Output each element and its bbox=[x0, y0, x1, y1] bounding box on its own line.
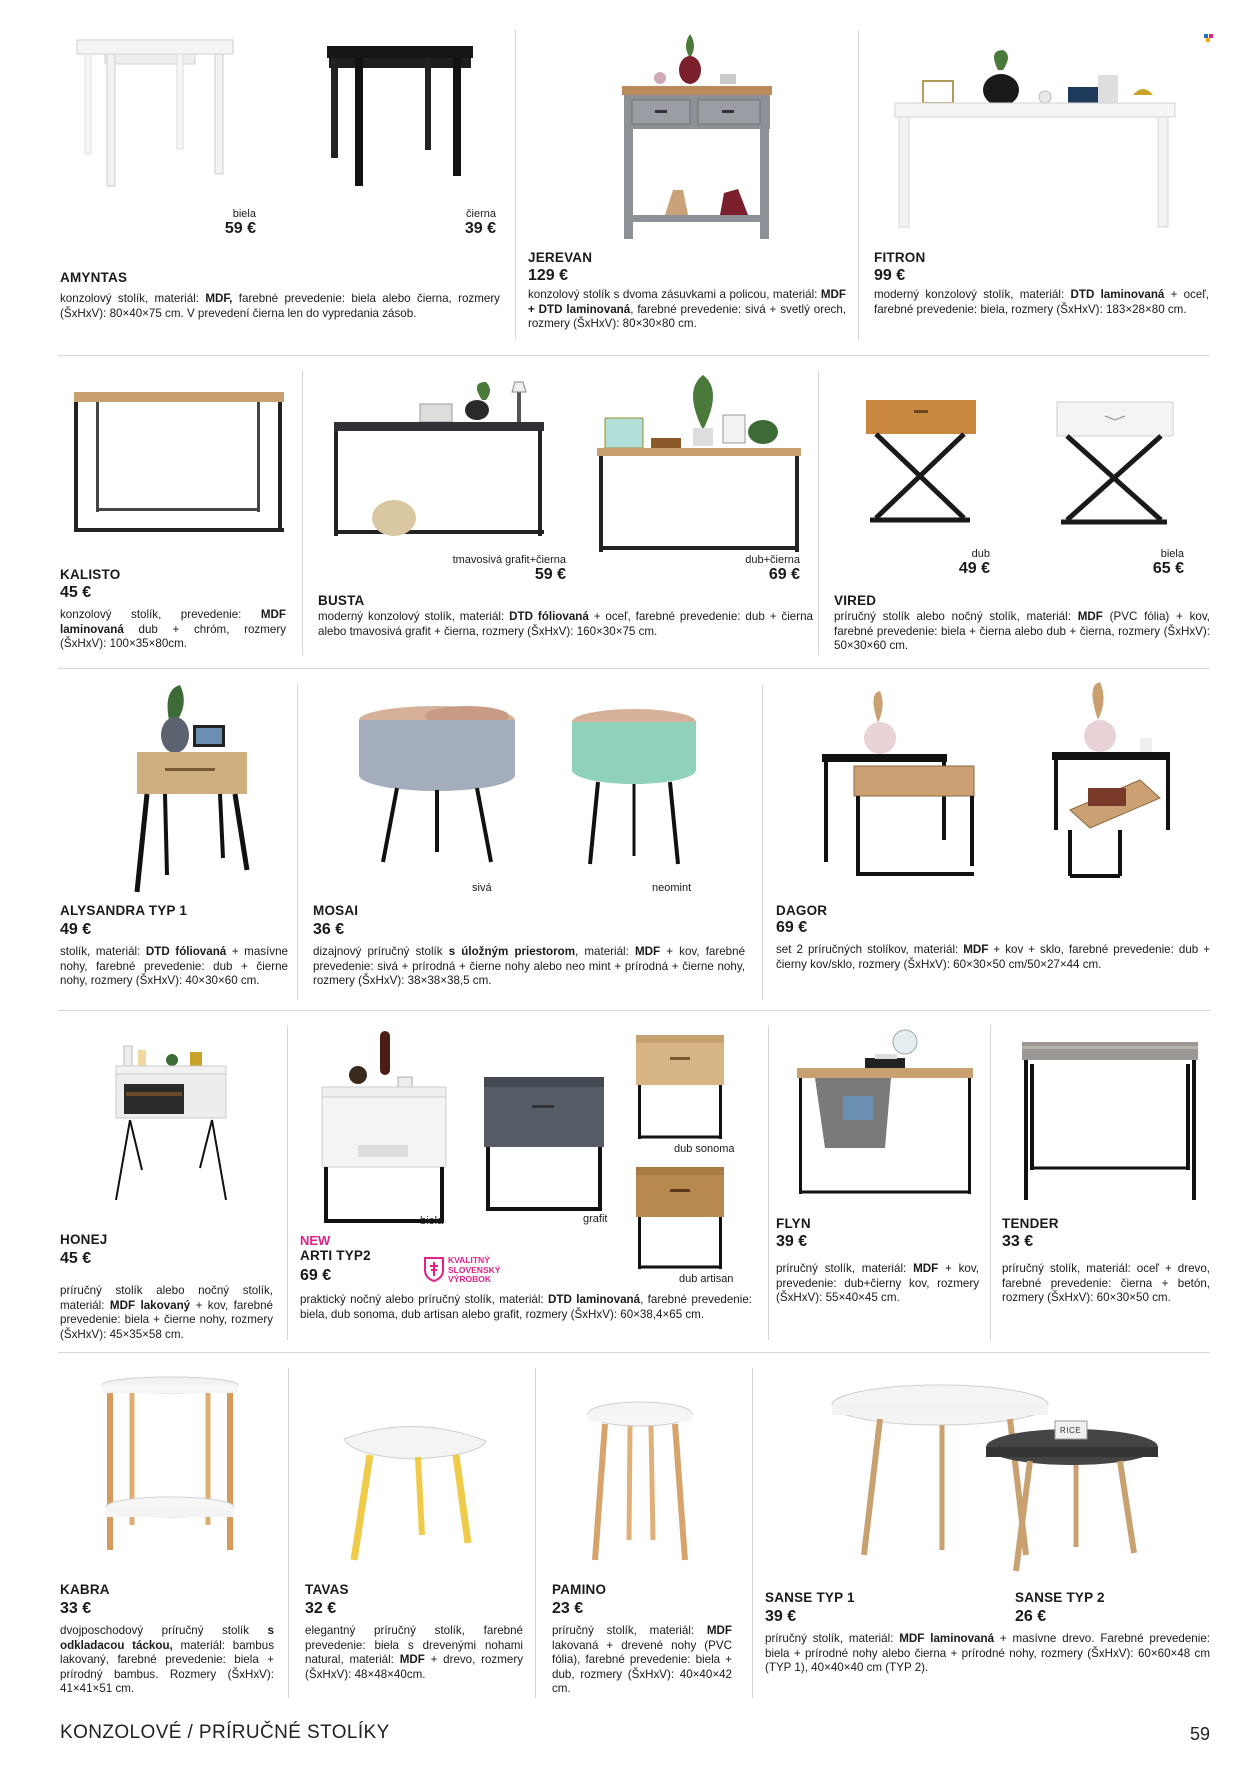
variant-label: biela bbox=[232, 208, 256, 220]
divider-col bbox=[287, 1025, 288, 1340]
product-description: konzolový stolík s dvoma zásuvkami a policou, materiál: MDF + DTD laminovaná, farebné prevedenie: sivá + svetlý orech, rozmery (ŠxHxV): 80×30×80 cm. bbox=[528, 288, 846, 331]
product-description: príručný stolík, materiál: MDF + kov, prevedenie: dub+čierny kov, rozmery (ŠxHxV): 55×40×45 cm. bbox=[776, 1262, 979, 1305]
busta-variant-grafit bbox=[410, 554, 566, 584]
product-description: konzolový stolík, prevedenie: MDF laminovaná dub + chróm, rozmery (ŠxHxV): 100×35×80cm. bbox=[60, 608, 286, 651]
product-description: set 2 príručných stolíkov, materiál: MDF + kov + sklo, farebné prevedenie: dub + čierny kov/sklo, rozmery (ŠxHxV): 60×30×50 cm/50×27×44 cm. bbox=[776, 943, 1211, 971]
vired-variant-white bbox=[1124, 548, 1184, 578]
product-name: PAMINO bbox=[552, 1582, 607, 1597]
product-price: 39 € bbox=[765, 1608, 797, 1625]
amyntas-white-table-image bbox=[75, 38, 235, 188]
flyn-table-image bbox=[795, 1028, 975, 1198]
variant-label: dub bbox=[971, 548, 990, 560]
product-description: elegantný príručný stolík, farebné prevedenie: biela s drevenými nohami natural, materiál: MDF + drevo, rozmery (ŠxHxV): 48×48×40cm. bbox=[305, 1624, 523, 1681]
product-name: MOSAI bbox=[313, 903, 359, 918]
product-description: dizajnový príručný stolík s úložným priestorom, materiál: MDF + kov, farebné prevedenie: sivá + prírodná + čierne nohy alebo neo mint + prírodná + čierne nohy, rozmery (ŠxHxV): 38×38×38,5 cm. bbox=[313, 945, 746, 988]
product-description: konzolový stolík, materiál: MDF, farebné prevedenie: biela alebo čierna, rozmery (ŠxHxV): 80×40×75 cm. V prevedení čierna len do vypredania zásob. bbox=[60, 292, 500, 320]
product-name: VIRED bbox=[834, 593, 877, 608]
variant-label: biela bbox=[1160, 548, 1184, 560]
variant-price: 49 € bbox=[958, 560, 990, 577]
divider-col bbox=[990, 1025, 991, 1340]
product-price: 45 € bbox=[60, 1250, 92, 1267]
product-name: HONEJ bbox=[60, 1232, 108, 1247]
variant-label: neomint bbox=[652, 882, 692, 894]
jerevan-console-image bbox=[610, 30, 780, 245]
product-description: príručný stolík, materiál: MDF lakovaná + drevené nohy (PVC fólia), farebné prevedenie: biela + dub, rozmery (ŠxHxV): 40×40×42 cm. bbox=[552, 1624, 732, 1696]
tender-table-image bbox=[1020, 1040, 1200, 1202]
product-description: stolík, materiál: DTD fóliovaná + masívne nohy, farebné prevedenie: dub + čierne nohy, rozmery (ŠxHxV): 40×30×60 cm. bbox=[60, 945, 288, 988]
product-price: 33 € bbox=[60, 1600, 92, 1617]
page-number: 59 bbox=[1189, 1724, 1210, 1744]
product-name: JEREVAN bbox=[528, 250, 593, 265]
product-name: AMYNTAS bbox=[60, 270, 128, 285]
honej-nightstand-image bbox=[108, 1040, 233, 1210]
divider-col bbox=[858, 30, 859, 340]
variant-price: 65 € bbox=[1152, 560, 1184, 577]
variant-label: sivá bbox=[472, 882, 492, 894]
variant-label: tmavosivá grafit+čierna bbox=[452, 554, 566, 566]
product-name: TENDER bbox=[1002, 1216, 1059, 1231]
product-name: KABRA bbox=[60, 1582, 110, 1597]
product-price: 39 € bbox=[776, 1233, 808, 1250]
divider-row2 bbox=[58, 668, 1210, 669]
amyntas-variant-black bbox=[440, 208, 496, 238]
product-price: 33 € bbox=[1002, 1233, 1034, 1250]
product-price: 26 € bbox=[1015, 1608, 1047, 1625]
busta-grafit-console-image bbox=[332, 380, 547, 540]
mosai-grey-table-image bbox=[355, 702, 520, 872]
product-name: KALISTO bbox=[60, 567, 121, 582]
variant-price: 59 € bbox=[534, 566, 566, 583]
divider-col bbox=[288, 1368, 289, 1698]
product-name: SANSE TYP 1 bbox=[765, 1590, 855, 1605]
divider-col bbox=[302, 370, 303, 655]
product-description: dvojposchodový príručný stolík s odkladacou táckou, materiál: bambus lakovaný, farebné prevedenie: biela + prírodný bambus. Rozmery (ŠxHxV): 41×41×51 cm. bbox=[60, 1624, 274, 1696]
brand-mark-icon bbox=[1204, 34, 1214, 42]
product-name: SANSE TYP 2 bbox=[1015, 1590, 1105, 1605]
rice-label: RICE bbox=[1060, 1426, 1082, 1435]
variant-price: 39 € bbox=[464, 220, 496, 237]
product-price: 36 € bbox=[313, 921, 345, 938]
divider-row1 bbox=[58, 355, 1210, 356]
amyntas-black-table-image bbox=[325, 44, 475, 189]
product-price: 32 € bbox=[305, 1600, 337, 1617]
arti-dub-sonoma-nightstand-image bbox=[634, 1033, 726, 1143]
pamino-table-image bbox=[585, 1400, 695, 1565]
divider-col bbox=[818, 370, 819, 655]
divider-col bbox=[535, 1368, 536, 1698]
product-price: 69 € bbox=[300, 1267, 332, 1284]
product-description: príručný stolík alebo nočný stolík, materiál: MDF lakovaný + kov, farebné prevedenie: biela + čierne nohy, rozmery (ŠxHxV): 45×35×58 cm. bbox=[60, 1284, 273, 1341]
busta-oak-console-image bbox=[595, 370, 805, 555]
product-price: 49 € bbox=[60, 921, 92, 938]
product-description: príručný stolík alebo nočný stolík, materiál: MDF (PVC fólia) + kov, farebné prevedenie: biela + čierna alebo dub + čierna, rozmery (ŠxHxV): 50×30×60 cm. bbox=[834, 610, 1210, 653]
tavas-table-image bbox=[340, 1425, 490, 1565]
product-name: BUSTA bbox=[318, 593, 365, 608]
variant-label: dub+čierna bbox=[745, 554, 800, 566]
dagor-set-black-image bbox=[820, 688, 978, 878]
variant-label: dub artisan bbox=[679, 1273, 734, 1285]
slovak-quality-stamp-icon bbox=[423, 1256, 445, 1282]
product-name: TAVAS bbox=[305, 1582, 349, 1597]
sanse-tables-image bbox=[830, 1375, 1160, 1575]
product-price: 45 € bbox=[60, 584, 92, 601]
kalisto-console-image bbox=[72, 390, 287, 535]
product-price: 99 € bbox=[874, 267, 906, 284]
product-name: ARTI TYP2 bbox=[300, 1248, 371, 1263]
divider-col bbox=[752, 1368, 753, 1698]
product-price: 23 € bbox=[552, 1600, 584, 1617]
variant-label: biela bbox=[420, 1215, 444, 1227]
kabra-bamboo-table-image bbox=[98, 1375, 243, 1555]
mosai-neomint-table-image bbox=[568, 706, 700, 871]
product-name: FITRON bbox=[874, 250, 926, 265]
alysandra-nightstand-image bbox=[125, 680, 260, 895]
variant-price: 59 € bbox=[224, 220, 256, 237]
amyntas-variant-white bbox=[200, 208, 256, 238]
variant-label: čierna bbox=[466, 208, 496, 220]
section-title: KONZOLOVÉ / PRÍRUČNÉ STOLÍKY bbox=[60, 1722, 390, 1743]
product-description: moderný konzolový stolík, materiál: DTD fóliovaná + oceľ, farebné prevedenie: dub + čierna alebo tmavosivá grafit + čierna, rozmery (ŠxHxV): 160×30×75 cm. bbox=[318, 610, 813, 638]
product-name: DAGOR bbox=[776, 903, 828, 918]
product-description: príručný stolík, materiál: MDF laminovaná + masívne drevo. Farebné prevedenie: biela + prírodné nohy alebo čierna + prírodné nohy, rozmery (ŠxHxV): 60×60×48 cm (TYP 1), 40×40×40 cm (TYP 2). bbox=[765, 1632, 1210, 1675]
divider-row3 bbox=[58, 1010, 1210, 1011]
arti-dub-artisan-nightstand-image bbox=[634, 1165, 726, 1273]
variant-label: grafit bbox=[583, 1213, 608, 1225]
divider-col bbox=[762, 685, 763, 1000]
product-name: ALYSANDRA TYP 1 bbox=[60, 903, 188, 918]
slovak-quality-stamp bbox=[423, 1254, 503, 1292]
product-description: praktický nočný alebo príručný stolík, materiál: DTD laminovaná, farebné prevedenie: biela, dub sonoma, dub artisan alebo grafit, rozmery (ŠxHxV): 60×38,4×65 cm. bbox=[300, 1293, 752, 1321]
busta-variant-oak bbox=[700, 554, 800, 584]
vired-oak-table-image bbox=[864, 398, 979, 533]
vired-variant-oak bbox=[930, 548, 990, 578]
arti-grafit-nightstand-image bbox=[482, 1075, 607, 1215]
product-description: príručný stolík, materiál: oceľ + drevo, farebné prevedenie: čierna + betón, rozmery (ŠxHxV): 60×30×50 cm. bbox=[1002, 1262, 1210, 1305]
product-price: 69 € bbox=[776, 919, 808, 936]
new-badge: NEW bbox=[300, 1233, 331, 1248]
divider-col bbox=[515, 30, 516, 340]
arti-white-nightstand-image bbox=[320, 1025, 450, 1225]
divider-col bbox=[768, 1025, 769, 1340]
fitron-console-image bbox=[893, 45, 1178, 230]
divider-col bbox=[297, 685, 298, 1000]
divider-row4 bbox=[58, 1352, 1210, 1353]
variant-price: 69 € bbox=[768, 566, 800, 583]
product-price: 129 € bbox=[528, 267, 569, 284]
vired-white-table-image bbox=[1055, 400, 1175, 535]
product-name: FLYN bbox=[776, 1216, 811, 1231]
variant-label: dub sonoma bbox=[674, 1143, 735, 1155]
product-description: moderný konzolový stolík, materiál: DTD laminovaná + oceľ, farebné prevedenie: biela, rozmery (ŠxHxV): 183×28×80 cm. bbox=[874, 288, 1209, 316]
stamp-text: KVALITNÝ SLOVENSKÝ VÝROBOK bbox=[448, 1255, 501, 1284]
dagor-set-oak-image bbox=[1050, 680, 1175, 880]
